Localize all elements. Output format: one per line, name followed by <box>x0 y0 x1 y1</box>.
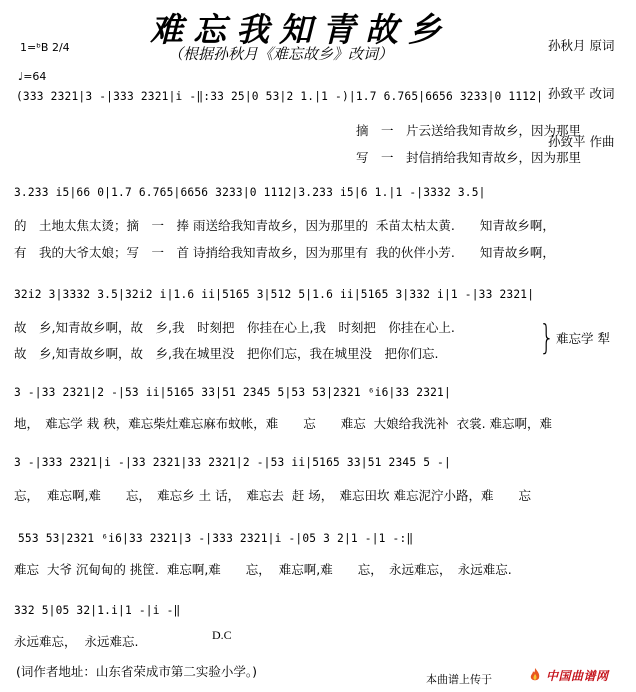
song-subtitle: （根据孙秋月《难忘故乡》改词） <box>168 45 394 63</box>
notation-line-7: 332 5|05 32|1.i|1 -|i -‖ <box>14 604 181 617</box>
logo-text: 中国曲谱网 <box>546 668 609 683</box>
credits <box>548 6 614 166</box>
lyric-line-5: 故 乡,知青故乡啊，故 乡,我 时刻把 你挂在心上,我 时刻把 你挂在心上. <box>14 320 455 335</box>
lyricist-address: (词作者地址：山东省荣成市第二实验小学。) <box>16 664 258 679</box>
verse-brace: } <box>539 318 555 358</box>
notation-line-6: 553 53|2321 ⁶i6|33 2321|3 -|333 2321|i -|05 3 2|1 -|1 -:‖ <box>18 532 414 545</box>
lyric-line-9: 难忘 大爷 沉甸甸的 挑筐. 难忘啊,难 忘， 难忘啊,难 忘， 永远难忘， 永远难忘. <box>14 562 512 577</box>
site-logo[interactable] <box>527 664 631 686</box>
upload-note: 本曲谱上传于 <box>426 673 492 686</box>
credit-composer: 孙致平 作曲 <box>548 134 615 149</box>
lyric-line-6: 故 乡,知青故乡啊，故 乡,我在城里没 把你们忘，我在城里没 把你们忘. <box>14 346 439 361</box>
lyric-line-7: 地， 难忘学 栽 秧，难忘柴灶难忘麻布蚊帐，难 忘 难忘 大娘给我洗补 衣裳. 难忘啊，难 <box>14 416 553 431</box>
da-capo-mark: D.C <box>212 628 232 642</box>
credit-original-lyrics: 孙秋月 原词 <box>548 38 615 53</box>
side-lyric-label: 难忘学 犁 <box>556 331 610 346</box>
notation-line-1: (333 2321|3 -|333 2321|i -‖:33 25|0 53|2 1.|1 -)|1.7 6.765|6656 3233|0 1112| <box>16 90 544 103</box>
lyric-line-3: 的 土地太焦太烫；摘 一 捧 雨送给我知青故乡，因为那里的 禾苗太枯太黄. 知青故乡啊， <box>14 218 555 233</box>
lyric-line-10: 永远难忘， 永远难忘. <box>14 634 139 649</box>
credit-revised-lyrics: 孙致平 改词 <box>548 86 615 101</box>
song-title: 难忘我知青故乡 <box>150 10 451 49</box>
lyric-line-4: 有 我的大爷太娘；写 一 首 诗捎给我知青故乡，因为那里有 我的伙伴小芳. 知青故乡啊， <box>14 245 555 260</box>
lyric-line-2: 写 一 封信捎给我知青故乡，因为那里 <box>356 150 582 165</box>
flame-logo-icon <box>527 667 543 683</box>
tempo-marking: ♩=64 <box>18 70 47 83</box>
key-signature: 1=ᵇB 2/4 <box>20 41 70 54</box>
notation-line-4: 3 -|33 2321|2 -|53 ii|5165 33|51 2345 5|53 53|2321 ⁶i6|33 2321| <box>14 386 451 399</box>
notation-line-5: 3 -|333 2321|i -|33 2321|33 2321|2 -|53 ii|5165 33|51 2345 5 -| <box>14 456 451 469</box>
lyric-line-8: 忘， 难忘啊,难 忘， 难忘乡 土 话， 难忘去 赶 场， 难忘田坎 难忘泥泞小路，难 忘 <box>14 488 532 503</box>
lyric-line-1: 摘 一 片云送给我知青故乡，因为那里 <box>356 123 582 138</box>
notation-line-2: 3.233 i5|66 0|1.7 6.765|6656 3233|0 1112|3.233 i5|6 1.|1 -|3332 3.5| <box>14 186 486 199</box>
notation-line-3: 32i2 3|3332 3.5|32i2 i|1.6 ii|5165 3|512 5|1.6 ii|5165 3|332 i|1 -|33 2321| <box>14 288 535 301</box>
